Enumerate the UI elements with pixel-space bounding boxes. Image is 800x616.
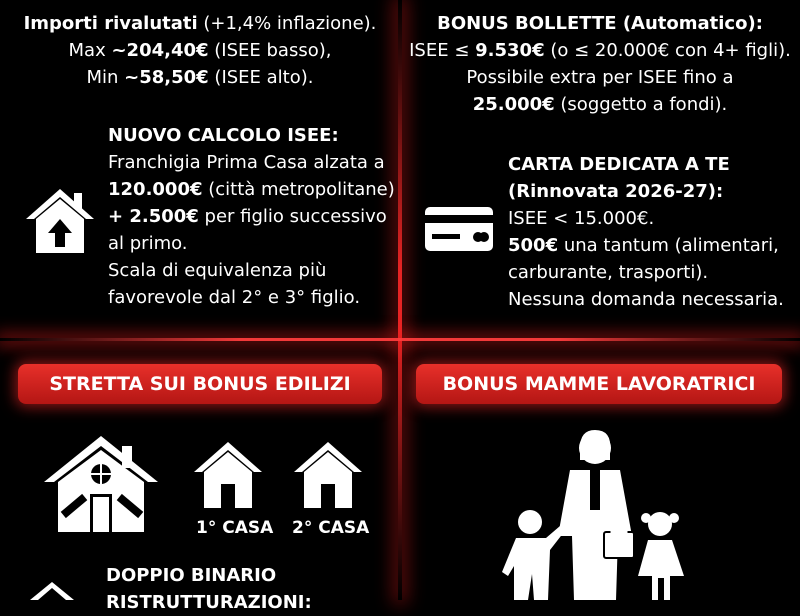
edilizi-pill: STRETTA SUI BONUS EDILIZI [18, 364, 382, 404]
first-house-icon [192, 438, 264, 510]
house-arrow-icon [22, 185, 98, 255]
mother-children-icon [500, 426, 700, 600]
bollette-text: BONUS BOLLETTE (Automatico): ISEE ≤ 9.530€ (o ≤ 20.000€ con 4+ figli). Possibile extra per ISEE fino a 25.000€ (soggetto a fondi). [409, 13, 791, 115]
edilizi-subtitle: DOPPIO BINARIO RISTRUTTURAZIONI: [106, 565, 312, 613]
first-house-label: 1° CASA [196, 518, 274, 538]
horizontal-divider [0, 338, 800, 341]
house-repair-icon [40, 432, 162, 534]
credit-card-icon [424, 206, 494, 252]
carta-text: CARTA DEDICATA A TE (Rinnovata 2026-27): ISEE < 15.000€. 500€ una tantum (alimentari, carburante, trasporti). Nessuna domanda necessaria. [508, 154, 784, 310]
mamme-pill: BONUS MAMME LAVORATRICI [416, 364, 782, 404]
second-house-icon [292, 438, 364, 510]
isee-text: NUOVO CALCOLO ISEE: Franchigia Prima Casa alzata a 120.000€ (città metropolitane) + 2.500€ per figlio successivo al primo. Scala di equivalenza più favorevole dal 2° e 3° figlio. [108, 125, 395, 308]
pension-text: Importi rivalutati (+1,4% inflazione). Max ~204,40€ (ISEE basso), Min ~58,50€ (ISEE alto). [23, 13, 377, 88]
second-house-label: 2° CASA [292, 518, 370, 538]
house-partial-icon [30, 582, 74, 600]
